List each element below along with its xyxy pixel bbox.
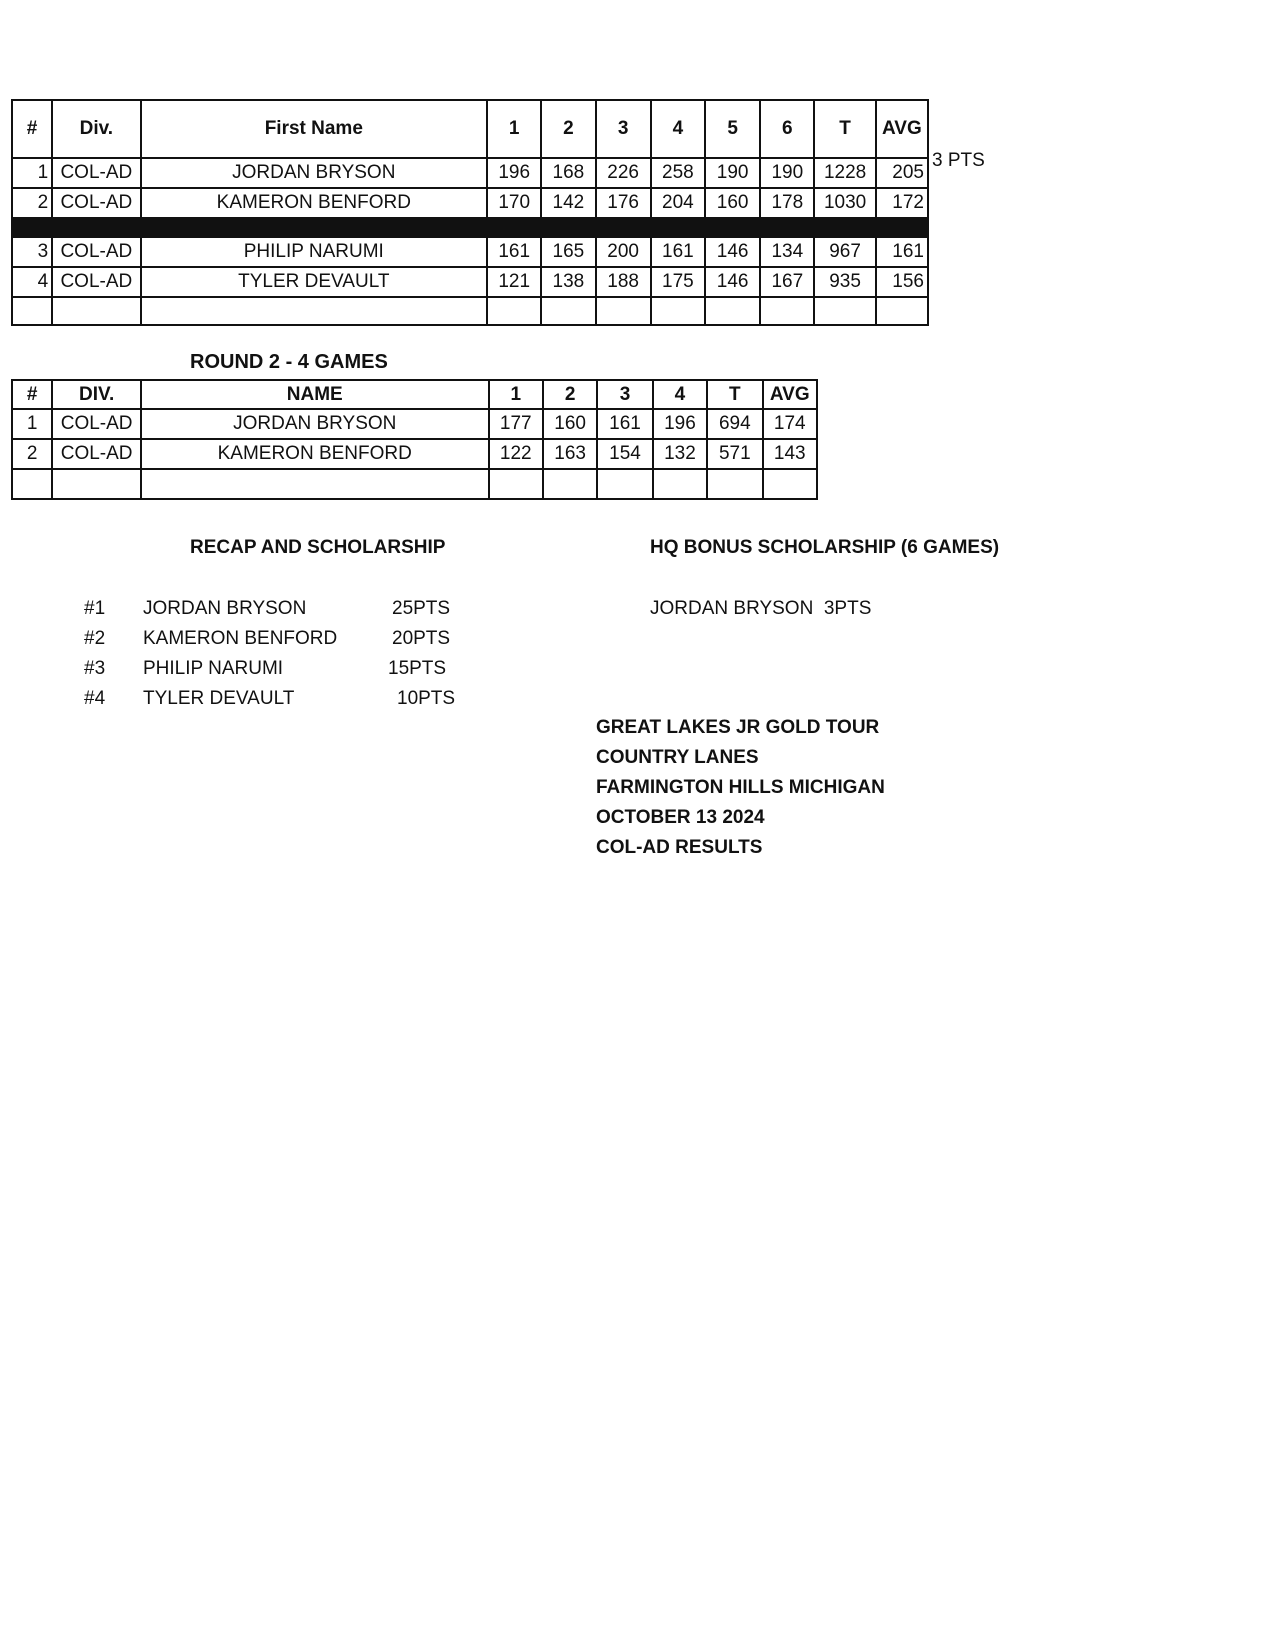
game-cell: 165 bbox=[541, 237, 595, 267]
game-cell: 178 bbox=[760, 188, 814, 218]
header-div: Div. bbox=[52, 100, 140, 158]
table-row bbox=[12, 188, 928, 218]
recap-item bbox=[0, 685, 600, 713]
cut-line-separator bbox=[12, 218, 928, 237]
empty-row bbox=[12, 469, 817, 499]
event-location: FARMINGTON HILLS MICHIGAN bbox=[596, 777, 885, 798]
round1-table bbox=[11, 99, 929, 326]
div-cell: COL-AD bbox=[52, 409, 141, 439]
game-cell: 163 bbox=[543, 439, 597, 469]
total-cell: 571 bbox=[707, 439, 762, 469]
header-game-1: 1 bbox=[489, 380, 543, 409]
game-cell: 177 bbox=[489, 409, 543, 439]
game-cell: 161 bbox=[651, 237, 705, 267]
recap-rank: #3 bbox=[84, 658, 106, 679]
header-total: T bbox=[707, 380, 762, 409]
header-total: T bbox=[814, 100, 875, 158]
game-cell: 196 bbox=[487, 158, 541, 188]
table-row bbox=[12, 237, 928, 267]
header-game-6: 6 bbox=[760, 100, 814, 158]
avg-cell: 143 bbox=[763, 439, 817, 469]
recap-rank: #4 bbox=[84, 688, 106, 709]
header-avg: AVG bbox=[763, 380, 817, 409]
total-cell: 1030 bbox=[814, 188, 875, 218]
game-cell: 146 bbox=[705, 237, 760, 267]
avg-cell: 161 bbox=[876, 237, 928, 267]
div-cell: COL-AD bbox=[52, 267, 140, 297]
header-game-2: 2 bbox=[541, 100, 595, 158]
recap-points: 15PTS bbox=[388, 658, 447, 679]
header-name: First Name bbox=[141, 100, 488, 158]
game-cell: 146 bbox=[705, 267, 760, 297]
game-cell: 175 bbox=[651, 267, 705, 297]
rank-cell: 2 bbox=[12, 439, 52, 469]
event-date: OCTOBER 13 2024 bbox=[596, 807, 765, 828]
recap-name: TYLER DEVAULT bbox=[143, 688, 295, 709]
rank-cell: 2 bbox=[12, 188, 52, 218]
div-cell: COL-AD bbox=[52, 188, 140, 218]
name-cell: KAMERON BENFORD bbox=[141, 439, 489, 469]
game-cell: 154 bbox=[597, 439, 652, 469]
recap-points: 25PTS bbox=[392, 598, 451, 619]
table-row bbox=[12, 158, 928, 188]
round2-table bbox=[11, 379, 818, 500]
game-cell: 167 bbox=[760, 267, 814, 297]
div-cell: COL-AD bbox=[52, 237, 140, 267]
total-cell: 1228 bbox=[814, 158, 875, 188]
header-name: NAME bbox=[141, 380, 489, 409]
game-cell: 196 bbox=[653, 409, 707, 439]
game-cell: 204 bbox=[651, 188, 705, 218]
event-tour-name: GREAT LAKES JR GOLD TOUR bbox=[596, 717, 880, 738]
game-cell: 138 bbox=[541, 267, 595, 297]
event-division-results: COL-AD RESULTS bbox=[596, 837, 763, 858]
game-cell: 190 bbox=[705, 158, 760, 188]
round1-header-row bbox=[12, 100, 928, 158]
name-cell: JORDAN BRYSON bbox=[141, 409, 489, 439]
header-avg: AVG bbox=[876, 100, 928, 158]
bonus-points-note: 3 PTS bbox=[932, 150, 985, 171]
recap-name: JORDAN BRYSON bbox=[143, 598, 307, 619]
game-cell: 132 bbox=[653, 439, 707, 469]
hq-bonus-title: HQ BONUS SCHOLARSHIP (6 GAMES) bbox=[650, 537, 1000, 558]
round2-header-row bbox=[12, 380, 817, 409]
game-cell: 142 bbox=[541, 188, 595, 218]
rank-cell: 3 bbox=[12, 237, 52, 267]
avg-cell: 156 bbox=[876, 267, 928, 297]
game-cell: 168 bbox=[541, 158, 595, 188]
recap-rank: #2 bbox=[84, 628, 106, 649]
recap-points: 20PTS bbox=[392, 628, 451, 649]
div-cell: COL-AD bbox=[52, 439, 141, 469]
header-rank: # bbox=[12, 380, 52, 409]
rank-cell: 4 bbox=[12, 267, 52, 297]
recap-item bbox=[0, 655, 600, 683]
header-game-1: 1 bbox=[487, 100, 541, 158]
recap-points: 10PTS bbox=[397, 688, 456, 709]
name-cell: PHILIP NARUMI bbox=[141, 237, 488, 267]
header-game-3: 3 bbox=[596, 100, 651, 158]
avg-cell: 205 bbox=[876, 158, 928, 188]
game-cell: 122 bbox=[489, 439, 543, 469]
div-cell: COL-AD bbox=[52, 158, 140, 188]
header-game-5: 5 bbox=[705, 100, 760, 158]
recap-name: KAMERON BENFORD bbox=[143, 628, 338, 649]
game-cell: 161 bbox=[597, 409, 652, 439]
header-game-4: 4 bbox=[651, 100, 705, 158]
total-cell: 967 bbox=[814, 237, 875, 267]
header-game-2: 2 bbox=[543, 380, 597, 409]
game-cell: 121 bbox=[487, 267, 541, 297]
total-cell: 694 bbox=[707, 409, 762, 439]
recap-title: RECAP AND SCHOLARSHIP bbox=[190, 537, 446, 558]
hq-bonus-entry: JORDAN BRYSON 3PTS bbox=[650, 598, 872, 619]
recap-item bbox=[0, 595, 600, 623]
game-cell: 160 bbox=[705, 188, 760, 218]
game-cell: 190 bbox=[760, 158, 814, 188]
table-row bbox=[12, 267, 928, 297]
game-cell: 161 bbox=[487, 237, 541, 267]
name-cell: KAMERON BENFORD bbox=[141, 188, 488, 218]
table-row bbox=[12, 409, 817, 439]
game-cell: 226 bbox=[596, 158, 651, 188]
event-venue: COUNTRY LANES bbox=[596, 747, 759, 768]
recap-name: PHILIP NARUMI bbox=[143, 658, 284, 679]
game-cell: 134 bbox=[760, 237, 814, 267]
header-div: DIV. bbox=[52, 380, 141, 409]
game-cell: 200 bbox=[596, 237, 651, 267]
name-cell: JORDAN BRYSON bbox=[141, 158, 488, 188]
recap-rank: #1 bbox=[84, 598, 106, 619]
total-cell: 935 bbox=[814, 267, 875, 297]
recap-item bbox=[0, 625, 600, 653]
header-game-3: 3 bbox=[597, 380, 652, 409]
name-cell: TYLER DEVAULT bbox=[141, 267, 488, 297]
header-game-4: 4 bbox=[653, 380, 707, 409]
rank-cell: 1 bbox=[12, 158, 52, 188]
game-cell: 170 bbox=[487, 188, 541, 218]
avg-cell: 172 bbox=[876, 188, 928, 218]
avg-cell: 174 bbox=[763, 409, 817, 439]
empty-row bbox=[12, 297, 928, 325]
game-cell: 160 bbox=[543, 409, 597, 439]
game-cell: 176 bbox=[596, 188, 651, 218]
game-cell: 188 bbox=[596, 267, 651, 297]
header-rank: # bbox=[12, 100, 52, 158]
rank-cell: 1 bbox=[12, 409, 52, 439]
round2-title: ROUND 2 - 4 GAMES bbox=[190, 351, 388, 373]
game-cell: 258 bbox=[651, 158, 705, 188]
table-row bbox=[12, 439, 817, 469]
